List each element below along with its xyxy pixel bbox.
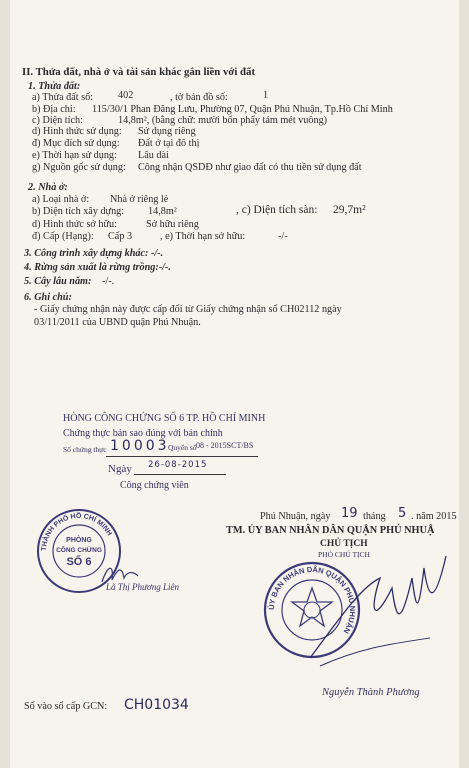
address-label: b) Địa chỉ: (32, 104, 76, 115)
chairman-signature-icon (300, 548, 450, 678)
parcel-label: a) Thửa đất số: (32, 92, 94, 103)
issue-month-label: tháng (363, 511, 386, 522)
issue-authority: TM. ỦY BAN NHÂN DÂN QUẬN PHÚ NHUẬ (226, 525, 435, 536)
notary-office: HÒNG CÔNG CHỨNG SỐ 6 TP. HỒ CHÍ MINH (63, 413, 266, 424)
notary-book: 08 - 2015SCT/BS (196, 441, 254, 450)
term-label: e) Thời hạn sử dụng: (32, 150, 117, 161)
house-heading: 2. Nhà ở: (28, 182, 68, 193)
issue-day: 19 (341, 506, 358, 521)
notary-number-line (106, 456, 258, 457)
notary-book-label: Quyển số (168, 443, 197, 452)
notary-date-line (134, 474, 226, 475)
issue-month: 5 (398, 506, 407, 521)
area-value: 14,8m², (bằng chữ: mười bốn phẩy tám mét vuông) (118, 115, 328, 126)
origin-value: Công nhận QSDĐ như giao đất có thu tiền sử dụng đất (138, 162, 362, 173)
issue-year: . năm 2015 (411, 511, 457, 522)
house-term-value: -/- (278, 231, 288, 242)
issue-place-prefix: Phú Nhuận, ngày (260, 511, 331, 522)
note-heading: 6. Ghi chú: (24, 292, 72, 303)
purpose-label: đ) Mục đích sử dụng: (32, 138, 120, 149)
issue-vice-chairman: PHÓ CHỦ TỊCH (318, 550, 370, 559)
issue-signer: Nguyễn Thành Phương (322, 687, 420, 698)
item-3: 3. Công trình xây dựng khác: -/-. (24, 248, 164, 259)
notary-stamp-line-1: PHÒNG (66, 537, 92, 544)
note-line-1: - Giấy chứng nhận này được cấp đổi từ Giấy chứng nhận số CH02112 ngày (34, 304, 342, 315)
origin-label: g) Nguồn gốc sử dụng: (32, 162, 126, 173)
house-type-label: a) Loại nhà ở: (32, 194, 90, 205)
section-title: II. Thửa đất, nhà ở và tài sản khác gắn liền với đất (22, 66, 256, 78)
issue-chairman: CHỦ TỊCH (320, 539, 368, 549)
note-line-2: 03/11/2011 của UBND quận Phú Nhuận. (34, 317, 201, 328)
land-heading: 1. Thửa đất: (28, 81, 81, 92)
area-label: c) Diện tích: (32, 115, 83, 126)
item-5-value: -/-. (102, 276, 115, 287)
parcel-no: 402 (118, 90, 134, 101)
build-area-value: 14,8m² (148, 206, 177, 217)
item-4: 4. Rừng sản xuất là rừng trồng:-/-. (24, 262, 171, 273)
notary-number: 10003 (110, 438, 170, 454)
sheet-label: , tờ bản đồ số: (170, 92, 228, 103)
purpose-value: Đất ở tại đô thị (138, 138, 200, 149)
floor-area-label: , c) Diện tích sàn: (236, 204, 318, 216)
page-edge-left (0, 0, 10, 768)
term-value: Lâu dài (138, 150, 169, 161)
floor-area-value: 29,7m² (333, 204, 366, 216)
ownership-value: Sở hữu riêng (146, 219, 199, 230)
official-seal-ring-text: ỦY BAN NHÂN DÂN QUẬN PHÚ NHUẬN (266, 564, 358, 636)
house-term-label: , e) Thời hạn sở hữu: (160, 231, 246, 242)
notary-number-label: Số chứng thực (63, 445, 107, 454)
house-type-value: Nhà ở riêng lẻ (110, 194, 169, 205)
registry-label: Số vào sổ cấp GCN: (24, 701, 108, 712)
build-area-label: b) Diện tích xây dựng: (32, 206, 125, 217)
grade-label: đ) Cấp (Hạng): (32, 231, 94, 242)
item-5-label: 5. Cây lâu năm: (24, 276, 92, 287)
notary-stamp-line-2: CÔNG CHỨNG (56, 547, 102, 554)
grade-value: Cấp 3 (108, 231, 133, 242)
address-value: 115/30/1 Phan Đăng Lưu, Phường 07, Quận Phú Nhuận, Tp.Hồ Chí Minh (92, 104, 393, 115)
notary-stamp-ring-text: THÀNH PHỐ HỒ CHÍ MINH (40, 512, 113, 552)
use-form-value: Sử dụng riêng (138, 126, 196, 137)
notary-date: 26-08-2015 (148, 460, 208, 470)
page-edge-right (459, 0, 469, 768)
notary-date-label: Ngày (108, 463, 132, 475)
notary-role: Công chứng viên (120, 480, 189, 491)
sheet-no: 1 (263, 90, 269, 101)
notary-signer: Lã Thị Phương Liên (106, 582, 179, 592)
notary-certify: Chứng thực bản sao đúng với bản chính (63, 428, 223, 439)
registry-number: CH01034 (124, 697, 189, 713)
use-form-label: d) Hình thức sử dụng: (32, 126, 122, 137)
notary-stamp-line-3: SỐ 6 (66, 556, 92, 568)
ownership-label: d) Hình thức sở hữu: (32, 219, 117, 230)
